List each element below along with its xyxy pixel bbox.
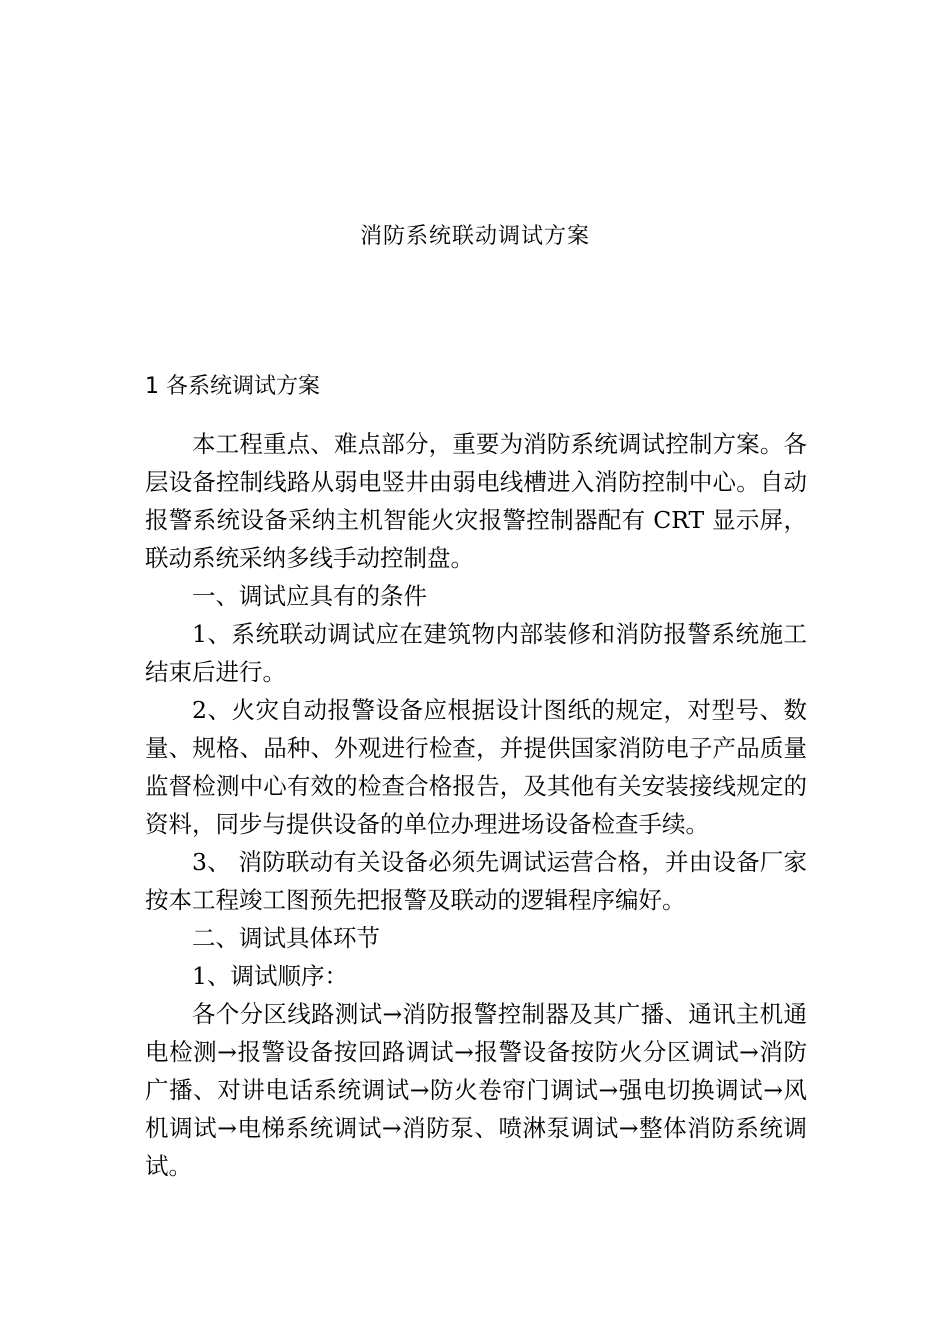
paragraph-condition-3: 3、 消防联动有关设备必须先调试运营合格，并由设备厂家按本工程竣工图预先把报警及联动的逻辑程序编好。 (145, 848, 807, 914)
document-title: 消防系统联动调试方案 (359, 224, 590, 249)
paragraph-heading-conditions: 一、调试应具有的条件 (192, 582, 427, 610)
paragraph-heading-steps: 二、调试具体环节 (192, 924, 380, 952)
section-heading: 1 各系统调试方案 (145, 374, 320, 399)
paragraph-condition-1: 1、系统联动调试应在建筑物内部装修和消防报警系统施工结束后进行。 (145, 620, 807, 686)
paragraph-condition-2: 2、火灾自动报警设备应根据设计图纸的规定，对型号、数量、规格、品种、外观进行检查，并提供国家消防电子产品质量监督检测中心有效的检查合格报告，及其他有关安装接线规定的资料，同步与提供设备的单位办理进场设备检查手续。 (145, 696, 807, 838)
paragraph-step-1: 1、调试顺序： (192, 962, 348, 990)
document-body (145, 425, 807, 1185)
paragraph-overview: 本工程重点、难点部分，重要为消防系统调试控制方案。各层设备控制线路从弱电竖井由弱电线槽进入消防控制中心。自动报警系统设备采纳主机智能火灾报警控制器配有 CRT 显示屏，联动系统采纳多线手动控制盘。 (145, 430, 807, 572)
paragraph-sequence: 各个分区线路测试→消防报警控制器及其广播、通讯主机通电检测→报警设备按回路调试→报警设备按防火分区调试→消防广播、对讲电话系统调试→防火卷帘门调试→强电切换调试→风机调试→电梯系统调试→消防泵、喷淋泵调试→整体消防系统调试。 (145, 1000, 807, 1180)
